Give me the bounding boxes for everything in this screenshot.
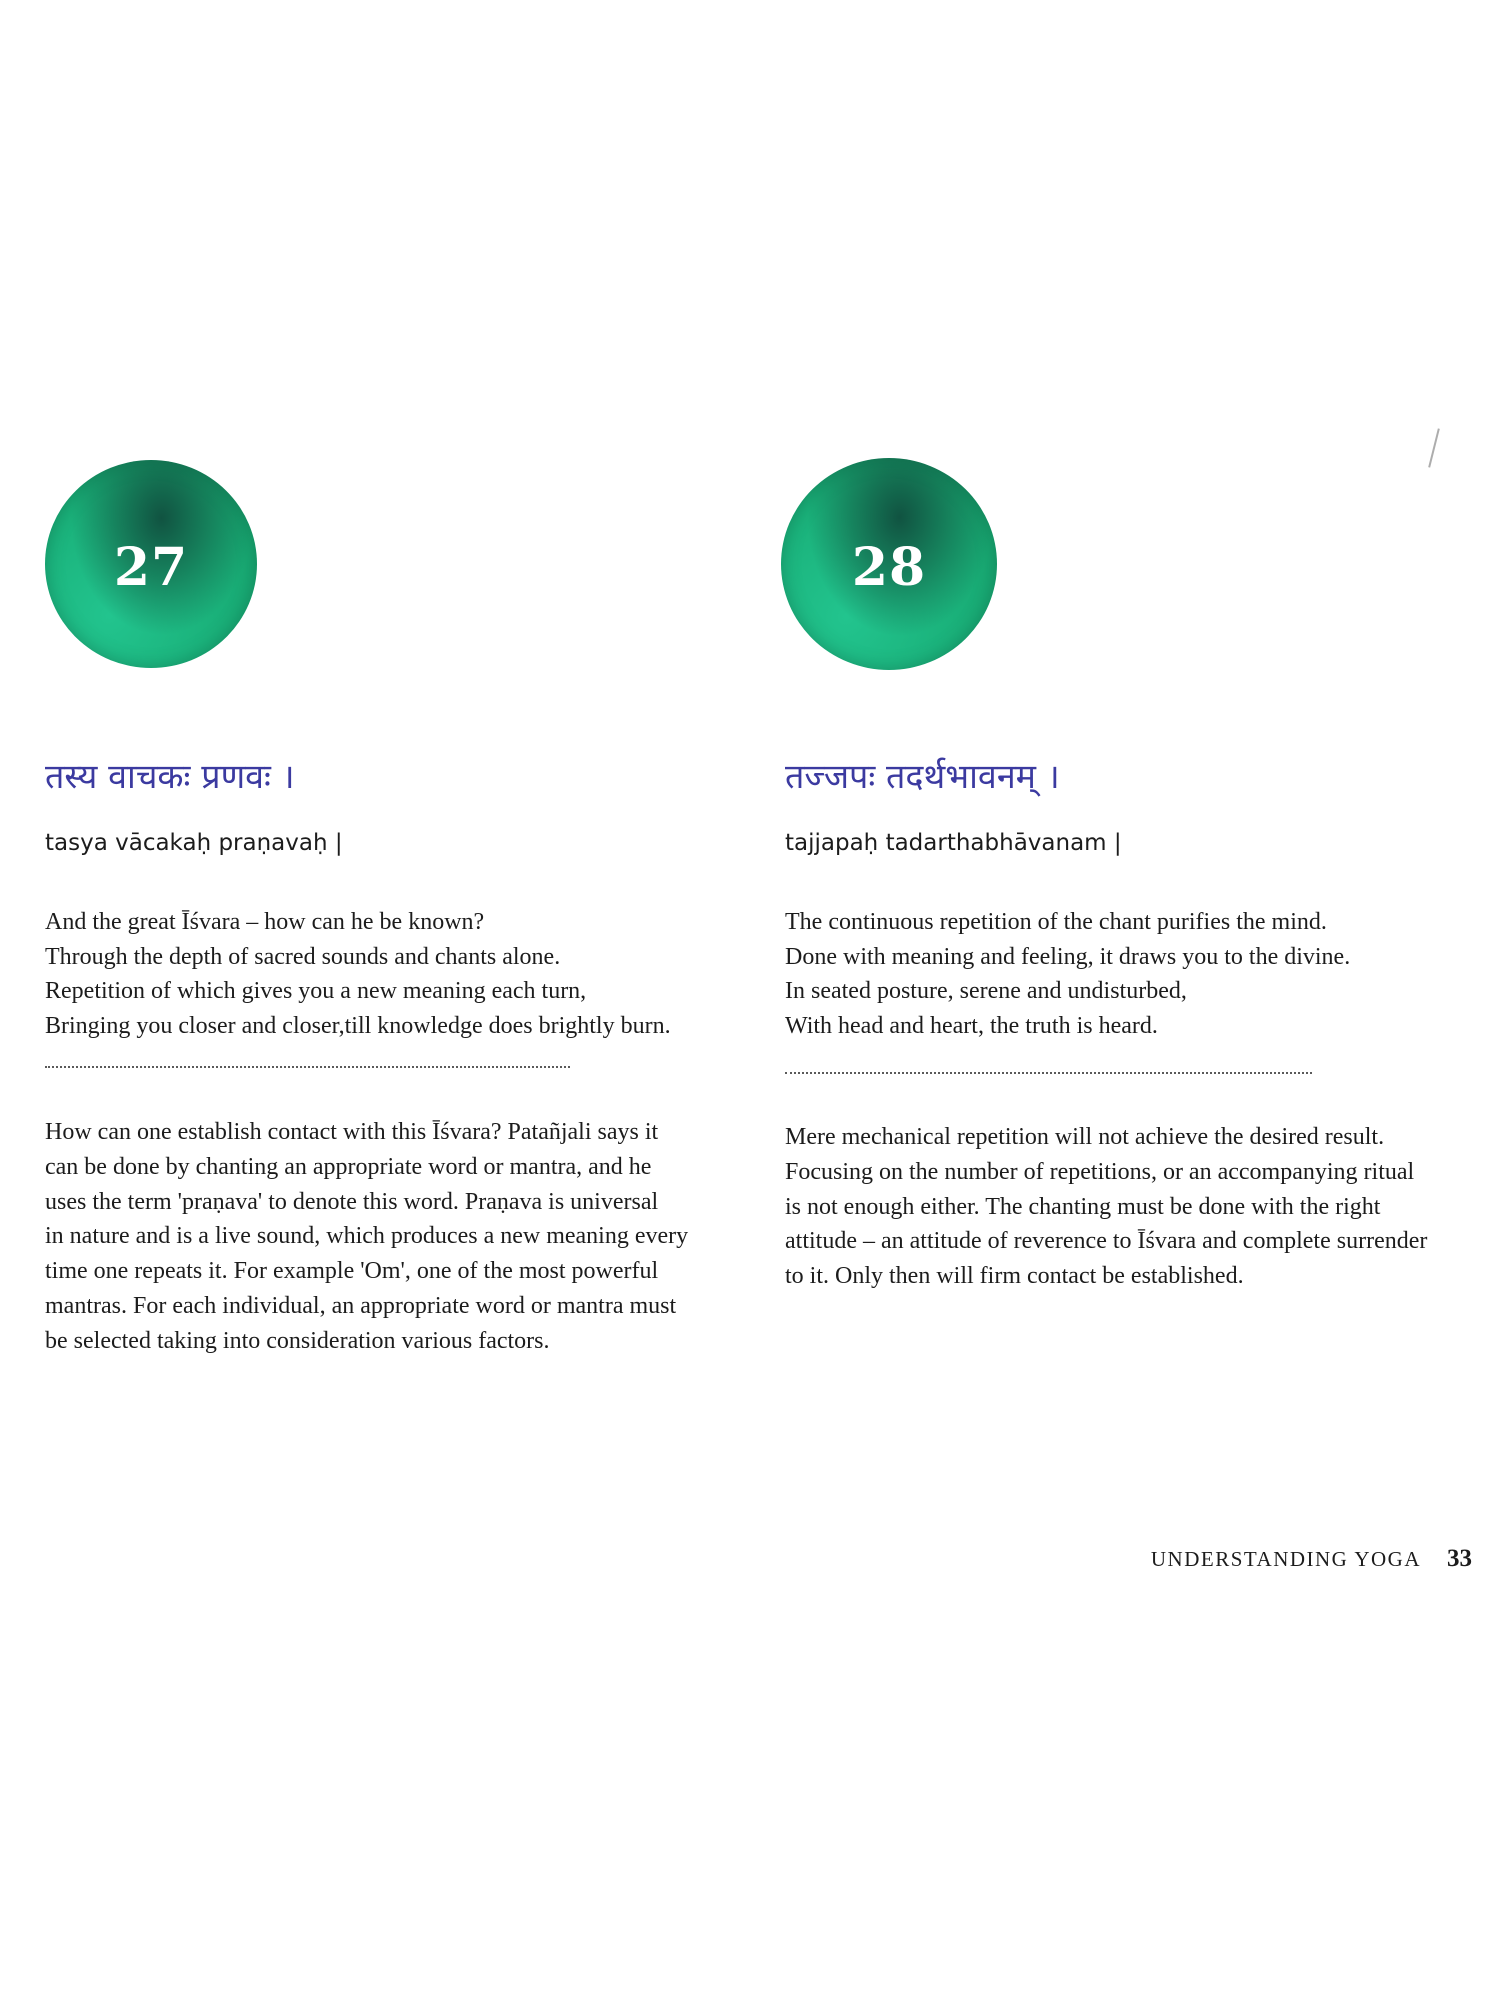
- page-footer: [1151, 1545, 1472, 1573]
- transliteration: tajjapaḥ tadarthabhāvanam |: [785, 830, 1122, 856]
- poetic-verse: [785, 905, 1485, 1043]
- sanskrit-verse: तस्य वाचकः प्रणवः ।: [45, 757, 295, 797]
- commentary-line: attitude – an attitude of reverence to Īśvara and complete surrender: [785, 1228, 1428, 1255]
- dotted-divider: [45, 1066, 570, 1068]
- verse-line: Done with meaning and feeling, it draws you to the divine.: [785, 943, 1351, 970]
- commentary-line: How can one establish contact with this Īśvara? Patañjali says it: [45, 1119, 659, 1145]
- page-number: 33: [1447, 1545, 1472, 1572]
- poetic-verse: [45, 905, 745, 1043]
- sanskrit-verse: तज्जपः तदर्थभावनम् ।: [785, 757, 1060, 797]
- commentary-paragraph: [785, 1120, 1485, 1294]
- commentary-line: Focusing on the number of repetitions, or an accompanying ritual: [785, 1158, 1415, 1185]
- commentary-line: can be done by chanting an appropriate word or mantra, and he: [45, 1153, 652, 1180]
- sutra-number-badge: [45, 460, 257, 668]
- commentary-line: is not enough either. The chanting must be done with the right: [785, 1193, 1381, 1220]
- commentary-line: be selected taking into consideration various factors.: [45, 1327, 550, 1354]
- verse-line: With head and heart, the truth is heard.: [785, 1012, 1158, 1039]
- commentary-line: to it. Only then will firm contact be established.: [785, 1263, 1244, 1290]
- commentary-line: time one repeats it. For example 'Om', one of the most powerful: [45, 1258, 659, 1285]
- commentary-line: mantras. For each individual, an appropriate word or mantra must: [45, 1292, 677, 1319]
- commentary-line: uses the term 'praṇava' to denote this word. Praṇava is universal: [45, 1188, 659, 1215]
- sutra-number-badge: [781, 458, 997, 670]
- verse-line: The continuous repetition of the chant purifies the mind.: [785, 909, 1327, 935]
- verse-line: In seated posture, serene and undisturbed,: [785, 978, 1187, 1004]
- verse-line: And the great Īśvara – how can he be known?: [45, 909, 485, 935]
- dotted-divider: [785, 1072, 1312, 1074]
- sutra-number: 27: [113, 536, 189, 598]
- sutra-27-section: [45, 0, 745, 2000]
- verse-line: Repetition of which gives you a new meaning each turn,: [45, 978, 587, 1004]
- commentary-line: in nature and is a live sound, which produces a new meaning every: [45, 1223, 689, 1250]
- sutra-number: 28: [851, 536, 927, 598]
- transliteration: tasya vācakaḥ praṇavaḥ |: [45, 830, 343, 856]
- commentary-line: Mere mechanical repetition will not achieve the desired result.: [785, 1124, 1385, 1150]
- verse-line: Through the depth of sacred sounds and chants alone.: [45, 943, 561, 970]
- running-title: UNDERSTANDING YOGA: [1150, 1547, 1421, 1571]
- sutra-28-section: [785, 0, 1485, 2000]
- verse-line: Bringing you closer and closer,till knowledge does brightly burn.: [45, 1012, 671, 1039]
- commentary-paragraph: [45, 1115, 745, 1359]
